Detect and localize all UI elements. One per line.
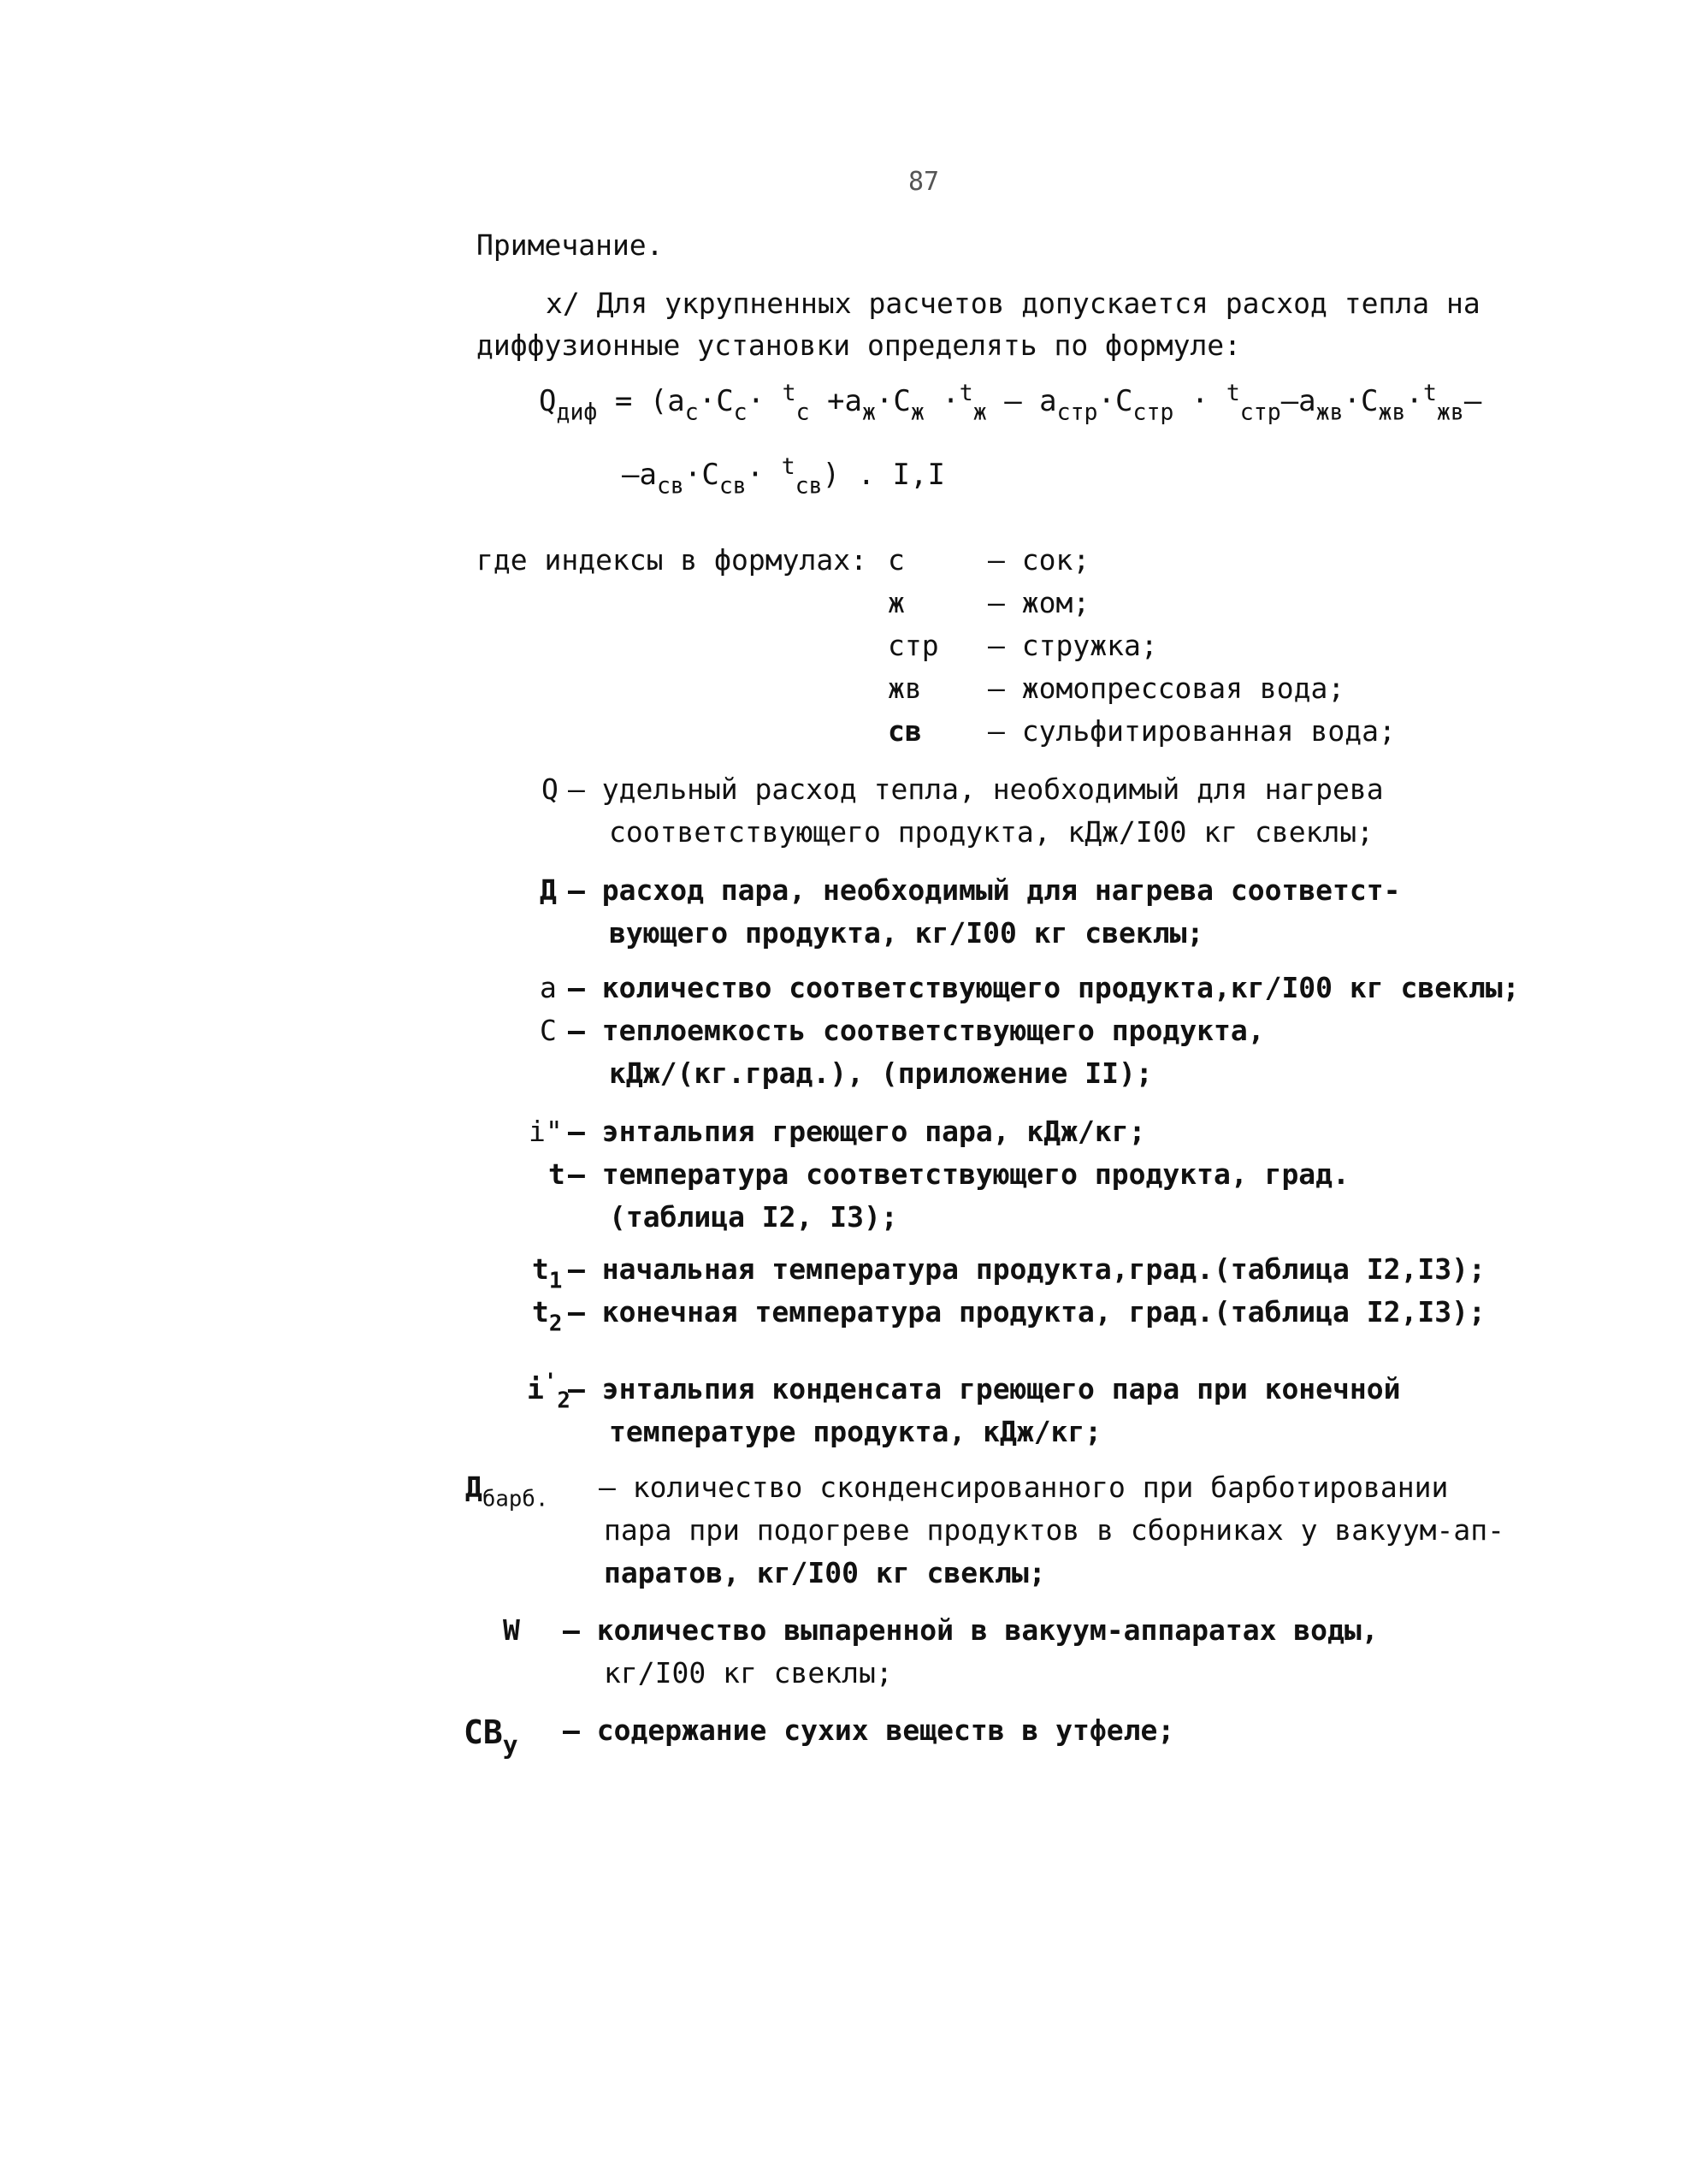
def-symbol-d: Д <box>540 873 557 907</box>
def-dbarb-line-2: пара при подогреве продуктов в сборниках у вакуум-ап- <box>604 1513 1504 1547</box>
index-desc: – сок; <box>988 543 1090 577</box>
def-c-line-2: кДж/(кг.град.), (приложение II); <box>609 1056 1153 1090</box>
def-cv-line-1: – содержание сухих веществ в утфеле; <box>563 1713 1175 1747</box>
index-desc: – стружка; <box>988 629 1158 662</box>
intro-line-1: х/ Для укрупненных расчетов допускается расход тепла на <box>546 287 1480 320</box>
index-code: с <box>888 543 905 577</box>
def-symbol-t2: $t_2$ <box>532 1295 563 1337</box>
index-desc: – жом; <box>988 586 1090 619</box>
def-w-line-2: кг/I00 кг свеклы; <box>604 1656 893 1690</box>
def-symbol-q: Q <box>541 772 558 806</box>
def-d-line-2: вующего продукта, кг/I00 кг свеклы; <box>609 916 1204 950</box>
def-symbol-w: W <box>503 1613 520 1647</box>
formula-line-1: $Q_{диф} = (a_c\cdot C_c\cdot ^t_c +a_ж\cdot C_ж \cdot^t_ж - a_{стр}\cdot C_{стр} \cdot ^t_{стр}-a_{жв}\cdot C_{жв}\cdot^t_{жв}-$ <box>539 380 1482 426</box>
def-symbol-t: t <box>548 1157 565 1191</box>
def-symbol-i2: $i'_2$ <box>527 1369 570 1414</box>
index-code: жв <box>888 672 922 705</box>
index-code: стр <box>888 629 939 662</box>
where-label: где индексы в формулах: <box>476 543 867 577</box>
def-w-line-1: – количество выпаренной в вакуум-аппаратах воды, <box>563 1613 1379 1647</box>
def-c-line-1: – теплоемкость соответствующего продукта, <box>568 1014 1265 1047</box>
def-symbol-c: С <box>540 1014 557 1047</box>
index-code: св <box>888 714 922 748</box>
formula-line-2: $-a_{св}\cdot C_{св}\cdot ^t_{св}$) . I,I <box>622 453 945 500</box>
def-d-line-1: – расход пара, необходимый для нагрева соответст- <box>568 873 1401 907</box>
def-i2-line-1: – энтальпия конденсата греющего пара при конечной <box>568 1372 1401 1406</box>
def-symbol-a: а <box>540 971 557 1004</box>
def-i2-line-2: температуре продукта, кДж/кг; <box>609 1415 1102 1448</box>
def-t-line-1: – температура соответствующего продукта, град. <box>568 1157 1350 1191</box>
def-t2-line-1: – конечная температура продукта, град.(таблица I2,I3); <box>568 1295 1486 1329</box>
index-desc: – жомопрессовая вода; <box>988 672 1345 705</box>
index-desc: – сульфитированная вода; <box>988 714 1396 748</box>
def-t1-line-1: – начальная температура продукта,град.(таблица I2,I3); <box>568 1252 1486 1286</box>
note-title: Примечание. <box>476 228 664 262</box>
def-q-line-1: – удельный расход тепла, необходимый для нагрева <box>568 772 1384 806</box>
page-number: 87 <box>908 167 940 197</box>
def-a-line-1: – количество соответствующего продукта,кг/I00 кг свеклы; <box>568 971 1520 1004</box>
def-symbol-t1: $t_1$ <box>532 1252 563 1294</box>
def-symbol-cv: $СВ_у$ <box>464 1713 518 1760</box>
def-t-line-2: (таблица I2, I3); <box>609 1200 898 1234</box>
def-i-line-1: – энтальпия греющего пара, кДж/кг; <box>568 1115 1146 1148</box>
def-dbarb-line-3: паратов, кг/I00 кг свеклы; <box>604 1556 1046 1589</box>
index-code: ж <box>888 586 905 619</box>
intro-line-2: диффузионные установки определять по формуле: <box>476 328 1242 362</box>
def-symbol-dbarb: $Д_{барб.}$ <box>465 1471 549 1512</box>
def-q-line-2: соответствующего продукта, кДж/I00 кг свеклы; <box>609 815 1374 849</box>
def-dbarb-line-1: – количество сконденсированного при барботировании <box>599 1471 1449 1504</box>
def-symbol-i: i" <box>529 1115 563 1148</box>
